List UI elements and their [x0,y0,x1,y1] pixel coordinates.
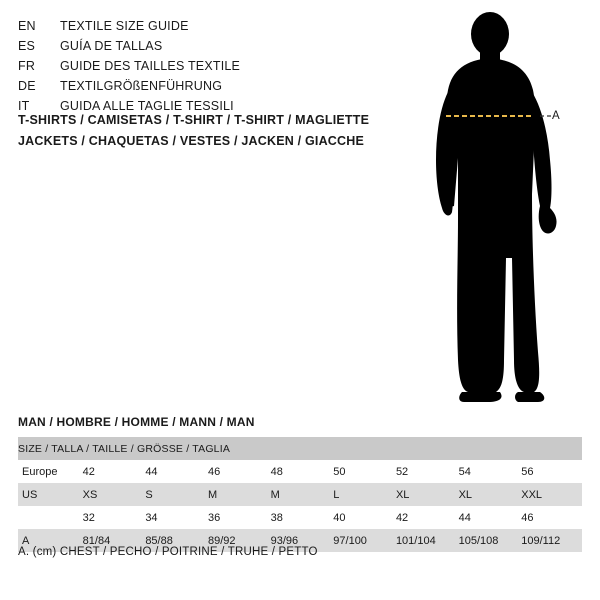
language-text: TEXTILE SIZE GUIDE [60,19,189,33]
cell: 40 [331,506,394,529]
category-jackets: JACKETS / CHAQUETAS / VESTES / JACKEN / GIACCHE [18,134,365,148]
cell: 44 [457,506,520,529]
cell: 101/104 [394,529,457,552]
measure-label-a: A [552,110,560,122]
language-row [18,76,398,96]
cell: 85/88 [143,529,206,552]
language-code: DE [18,79,36,93]
cell: XXL [519,483,582,506]
cell: L [331,483,394,506]
cell: 54 [457,460,520,483]
cell: M [269,483,332,506]
cell: XL [457,483,520,506]
cell: 36 [206,506,269,529]
language-list [18,16,398,116]
language-code: EN [18,19,36,33]
cell: 89/92 [206,529,269,552]
cell: 81/84 [81,529,144,552]
language-row [18,16,398,36]
cell: 50 [331,460,394,483]
table-row [18,460,582,483]
table-title: MAN / HOMBRE / HOMME / MANN / MAN [18,415,255,429]
cell: 105/108 [457,529,520,552]
row-label: Europe [18,460,81,483]
cell: 32 [81,506,144,529]
language-code: IT [18,99,30,113]
language-text: GUIDE DES TAILLES TEXTILE [60,59,241,73]
male-silhouette-figure [400,8,600,408]
cell: 52 [394,460,457,483]
category-tshirts: T-SHIRTS / CAMISETAS / T-SHIRT / T-SHIRT / MAGLIETTE [18,113,370,127]
language-row [18,56,398,76]
language-row [18,36,398,56]
size-table [18,437,582,552]
cell: 42 [81,460,144,483]
row-label [18,506,81,529]
silhouette-icon [400,8,600,408]
row-label: A [18,529,81,552]
size-table-block [18,415,582,552]
cell: XL [394,483,457,506]
language-text: GUIDA ALLE TAGLIE TESSILI [60,99,234,113]
table-header-label: SIZE / TALLA / TAILLE / GRÖSSE / TAGLIA [18,437,582,460]
cell: 56 [519,460,582,483]
language-text: GUÍA DE TALLAS [60,39,163,53]
cell: 46 [206,460,269,483]
cell: M [206,483,269,506]
cell: 93/96 [269,529,332,552]
cell: 46 [519,506,582,529]
table-header-row [18,437,582,460]
cell: 109/112 [519,529,582,552]
cell: 42 [394,506,457,529]
table-row [18,483,582,506]
cell: 48 [269,460,332,483]
cell: XS [81,483,144,506]
footnote: A. (cm) CHEST / PECHO / POITRINE / TRUHE / PETTO [18,546,318,558]
cell: 44 [143,460,206,483]
cell: 38 [269,506,332,529]
cell: 97/100 [331,529,394,552]
row-label: US [18,483,81,506]
category-headings [18,110,438,152]
language-text: TEXTILGRÖßENFÜHRUNG [60,79,223,93]
table-row [18,506,582,529]
language-code: FR [18,59,36,73]
cell: 34 [143,506,206,529]
language-code: ES [18,39,36,53]
cell: S [143,483,206,506]
